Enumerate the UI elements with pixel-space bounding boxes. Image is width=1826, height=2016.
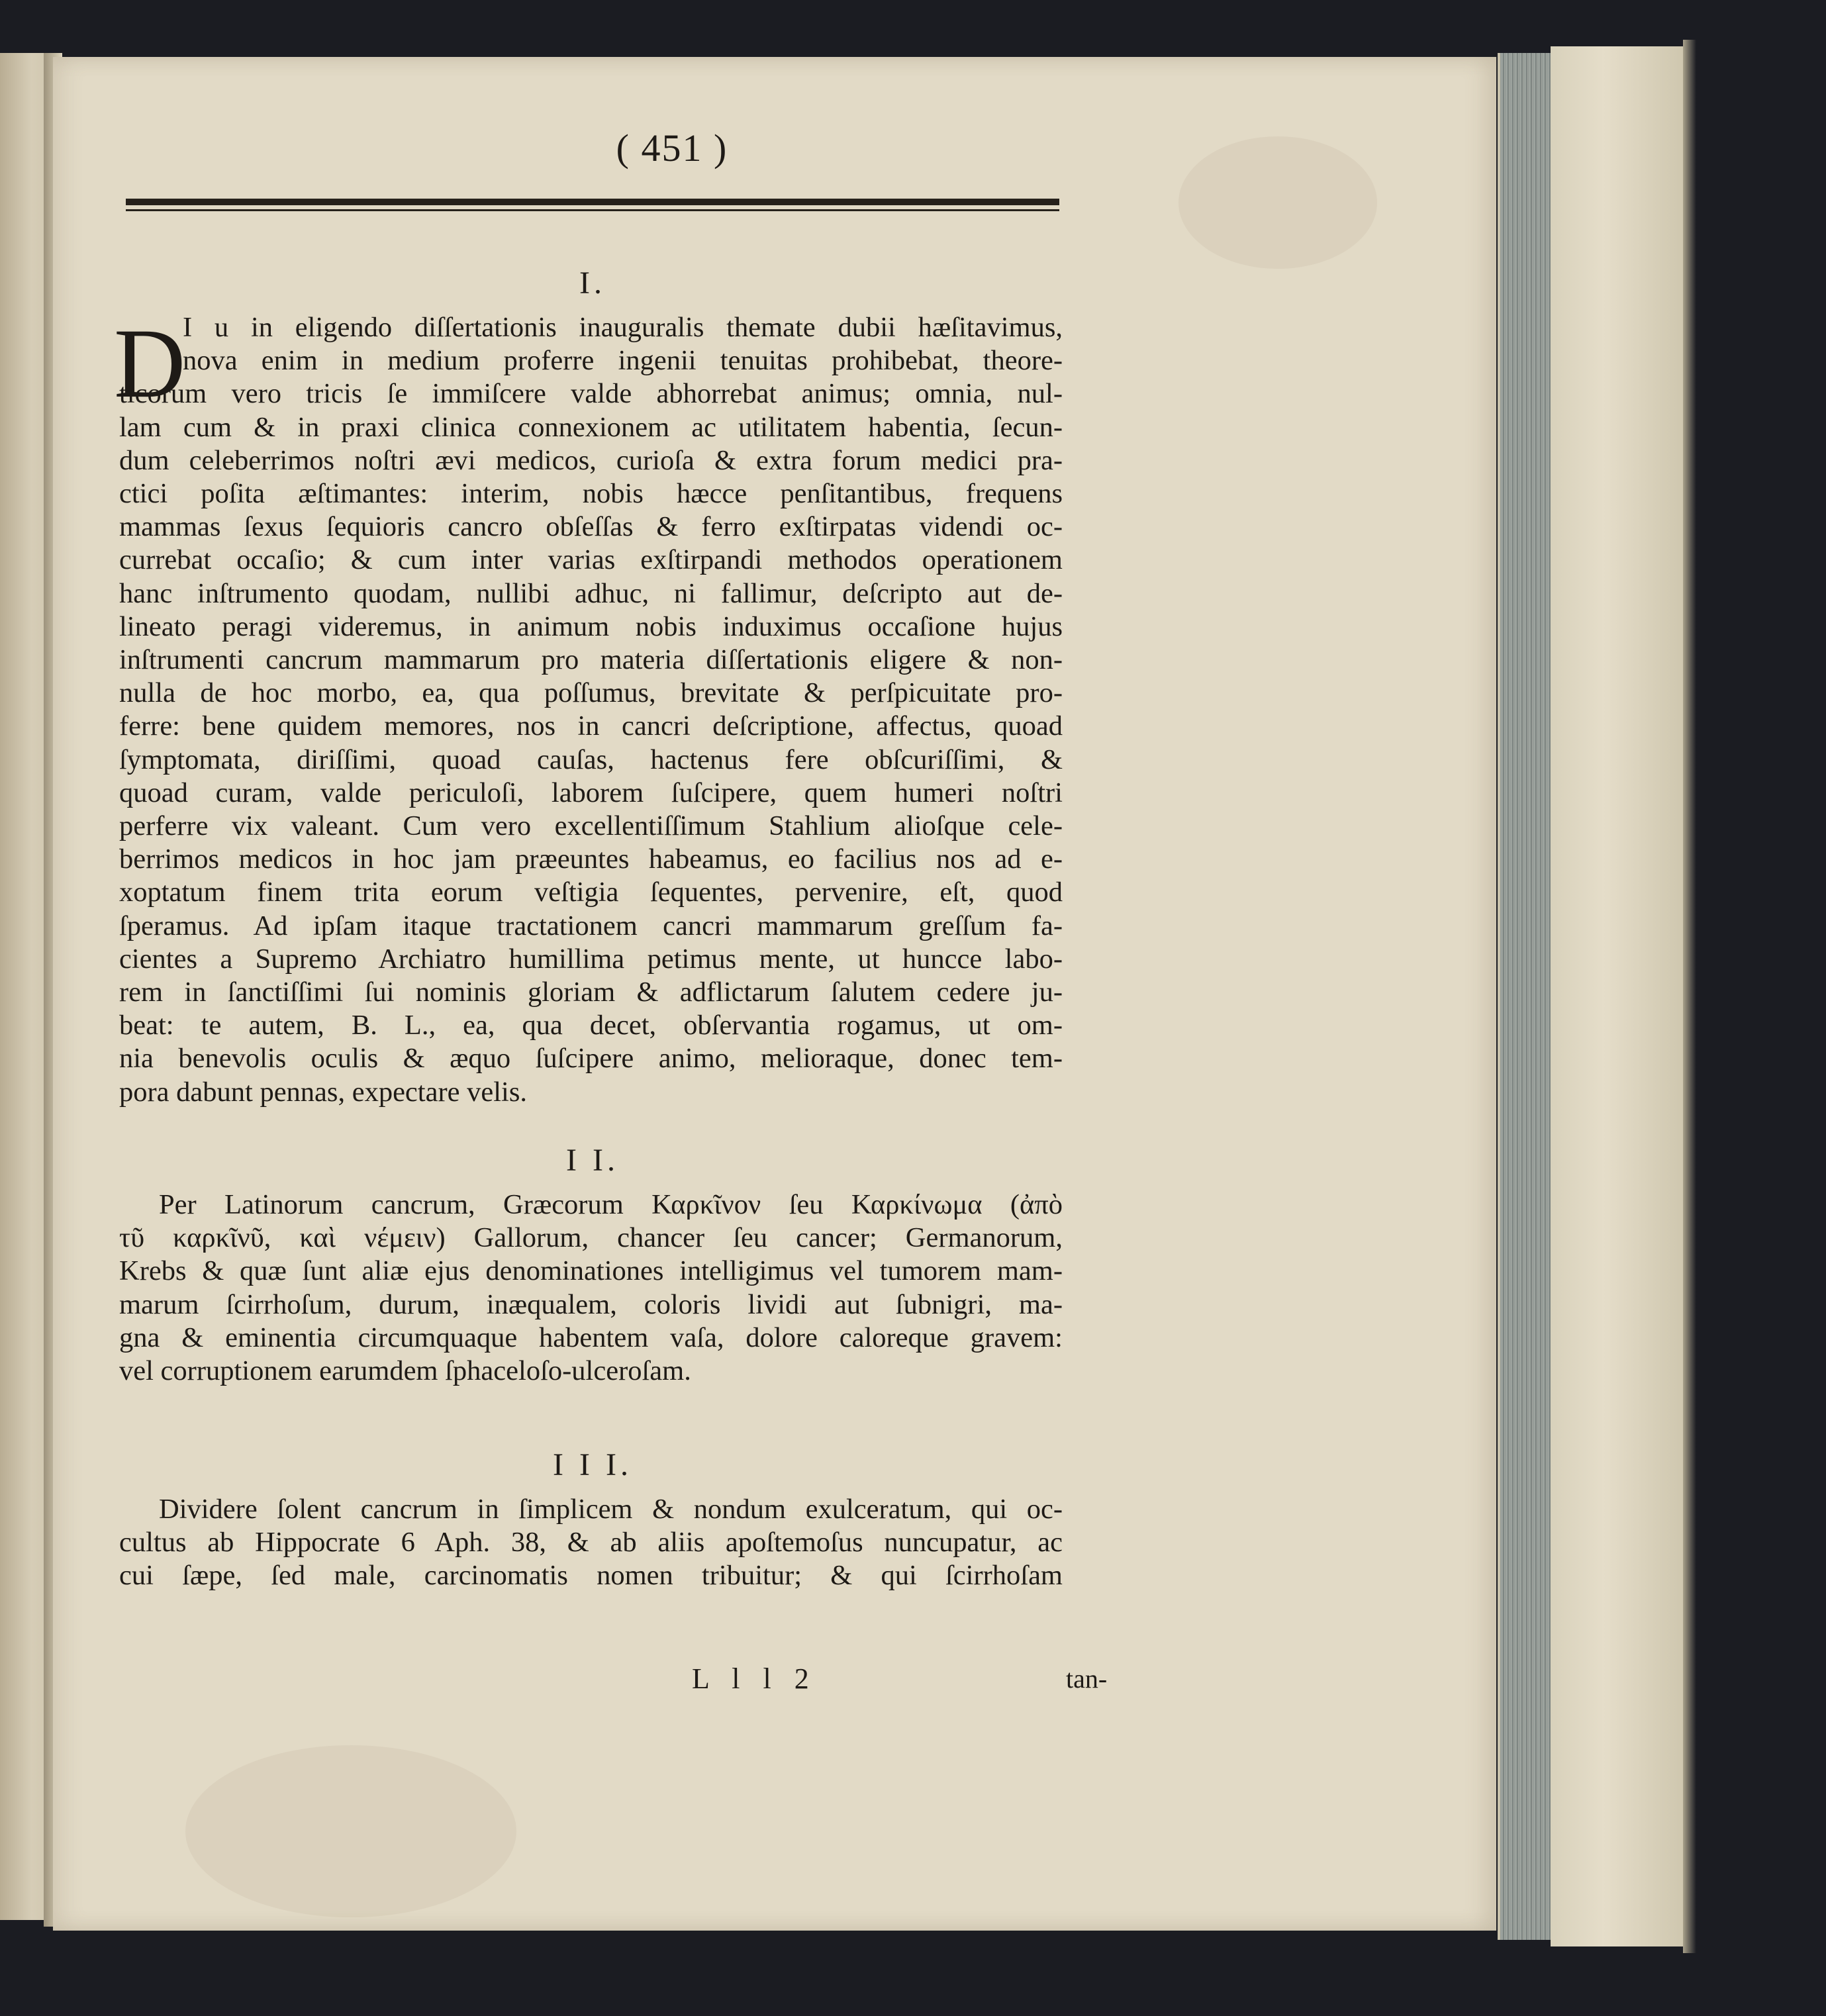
text-line: Dividere ſolent cancrum in ſimplicem & nondum exulceratum, qui oc- — [159, 1494, 1063, 1525]
text-line: lineato peragi videremus, in animum nobis induximus occaſione hujus — [119, 610, 1063, 642]
section-heading: I. — [579, 265, 606, 301]
text-line: dum celeberrimos noſtri ævi medicos, curioſa & extra forum medici pra- — [119, 444, 1063, 476]
header-rule — [126, 199, 1059, 205]
drop-cap: D — [114, 309, 186, 418]
paragraph — [119, 311, 1063, 1109]
text-line: mammas ſexus ſequioris cancro obſeſſas & ferro exſtirpatas videndi oc- — [119, 511, 1063, 543]
text-line: beat: te autem, B. L., ea, qua decet, obſervantia rogamus, ut om- — [119, 1010, 1063, 1041]
text-line: pora dabunt pennas, expectare velis. — [119, 1076, 528, 1108]
text-line: Per Latinorum cancrum, Græcorum Καρκῖνον ſeu Καρκίνωμα (ἀπὸ — [159, 1189, 1063, 1220]
text-line: quoad curam, valde periculoſi, laborem ſuſcipere, quem humeri noſtri — [119, 777, 1063, 808]
section-heading: I I I. — [553, 1447, 632, 1482]
signature-mark: L l l 2 — [692, 1662, 817, 1695]
text-line: gna & eminentia circumquaque habentem vaſa, dolore caloreque gravem: — [119, 1321, 1063, 1353]
section-heading: I I. — [566, 1143, 619, 1178]
text-line: cultus ab Hippocrate 6 Aph. 38, & ab aliis apoſtemoſus nuncupatur, ac — [119, 1527, 1063, 1559]
text-line: τῦ καρκῖνῦ, καὶ νέμειν) Gallorum, chancer ſeu cancer; Germanorum, — [119, 1222, 1063, 1254]
text-line: nova enim in medium proferre ingenii tenuitas prohibebat, theore- — [183, 345, 1063, 377]
text-line: ferre: bene quidem memores, nos in cancri deſcriptione, affectus, quoad — [119, 710, 1063, 742]
text-line: hanc inſtrumento quodam, nullibi adhuc, ni fallimur, deſcripto aut de- — [119, 577, 1063, 609]
paragraph — [119, 1493, 1063, 1593]
text-line: perferre vix valeant. Cum vero excellentiſſimum Stahlium alioſque cele- — [119, 810, 1063, 842]
header-rule-thin — [126, 209, 1059, 211]
text-line: cientes a Supremo Archiatro humillima petimus mente, ut huncce labo- — [119, 943, 1063, 975]
text-line: inſtrumenti cancrum mammarum pro materia diſſertationis eligere & non- — [119, 644, 1063, 676]
catchword: tan- — [1066, 1664, 1108, 1694]
text-line: ctici poſita æſtimantes: interim, nobis hæcce penſitantibus, frequens — [119, 478, 1063, 510]
text-line: rem in ſanctiſſimi ſui nominis gloriam & adflictarum ſalutem cedere ju- — [119, 977, 1063, 1008]
text-line: currebat occaſio; & cum inter varias exſtirpandi methodos operationem — [119, 544, 1063, 576]
text-line: xoptatum finem trita eorum veſtigia ſequentes, pervenire, eſt, quod — [119, 877, 1063, 908]
text-line: cui ſæpe, ſed male, carcinomatis nomen tribuitur; & qui ſcirrhoſam — [119, 1560, 1063, 1592]
text-line: I u in eligendo diſſertationis inauguralis themate dubii hæſitavimus, — [183, 312, 1063, 343]
text-line: vel corruptionem earumdem ſphaceloſo-ulceroſam. — [119, 1355, 691, 1387]
text-line: marum ſcirrhoſum, durum, inæqualem, coloris lividi aut ſubnigri, ma- — [119, 1288, 1063, 1320]
text-line: nulla de hoc morbo, ea, qua poſſumus, brevitate & perſpicuitate pro- — [119, 677, 1063, 709]
text-line: ſperamus. Ad ipſam itaque tractationem cancri mammarum greſſum fa- — [119, 910, 1063, 941]
text-line: ticorum vero tricis ſe immiſcere valde abhorrebat animus; omnia, nul- — [119, 378, 1063, 410]
page-number: ( 451 ) — [616, 126, 728, 169]
text-line: berrimos medicos in hoc jam præeuntes habeamus, eo facilius nos ad e- — [119, 843, 1063, 875]
text-line: Krebs & quæ ſunt aliæ ejus denominationes intelligimus vel tumorem mam- — [119, 1255, 1063, 1287]
text-line: nia benevolis oculis & æquo ſuſcipere animo, melioraque, donec tem- — [119, 1043, 1063, 1075]
text-line: ſymptomata, diriſſimi, quoad cauſas, hactenus fere obſcuriſſimi, & — [119, 744, 1063, 775]
text-line: lam cum & in praxi clinica connexionem ac utilitatem habentia, ſecun- — [119, 411, 1063, 443]
paragraph — [119, 1188, 1063, 1388]
